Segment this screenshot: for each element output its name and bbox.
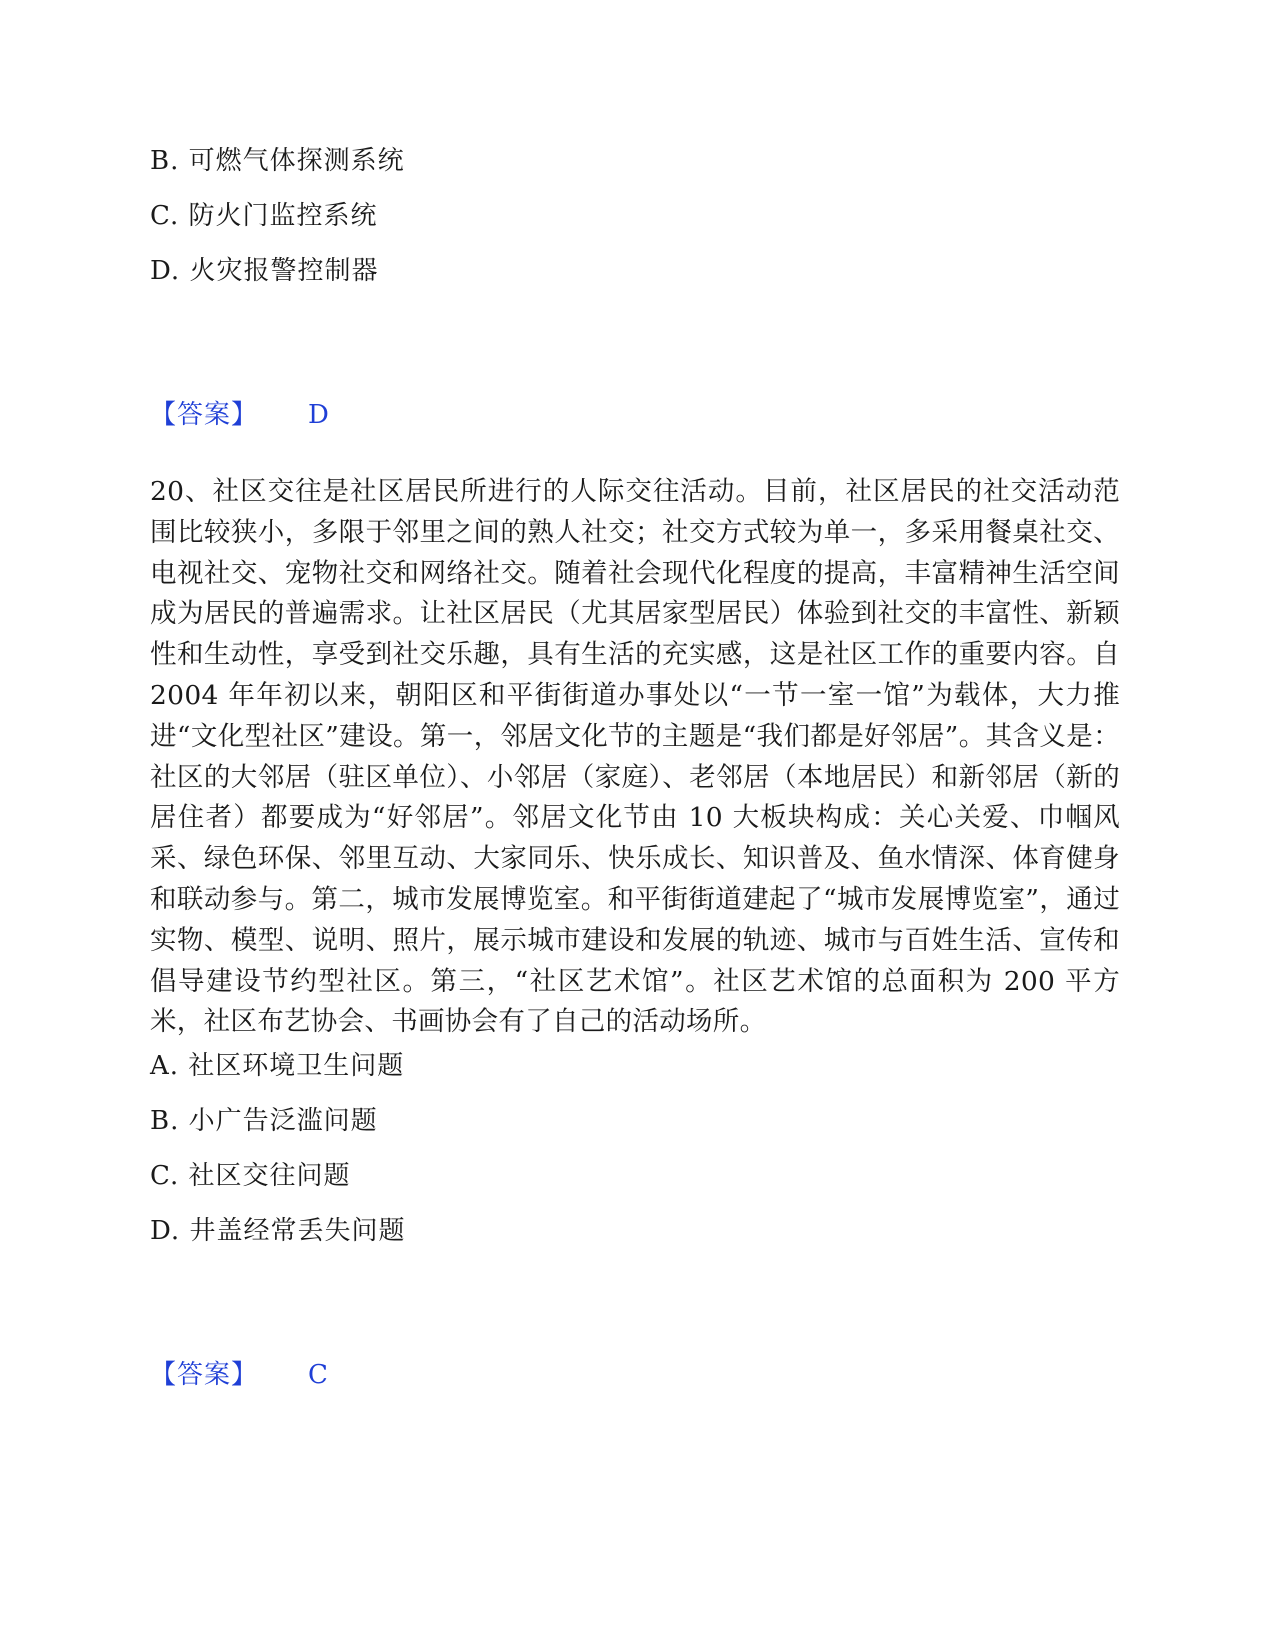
question-20-text: 20、社区交往是社区居民所进行的人际交往活动。目前，社区居民的社交活动范围比较狭小，多限于邻里之间的熟人社交；社交方式较为单一，多采用餐桌社交、电视社交、宠物社交和网络社交。随着社会现代化程度的提高，丰富精神生活空间成为居民的普遍需求。让社区居民（尤其居家型居民）体验到社交的丰富性、新颖性和生动性，享受到社交乐趣，具有生活的充实感，这是社区工作的重要内容。自 2004 年年初以来，朝阳区和平街街道办事处以“一节一室一馆”为载体，大力推进“文化型社区”建设。第一，邻居文化节的主题是“我们都是好邻居”。其含义是：社区的大邻居（驻区单位）、小邻居（家庭）、老邻居（本地居民）和新邻居（新的居住者）都要成为“好邻居”。邻居文化节由 10 大板块构成：关心关爱、巾帼风采、绿色环保、邻里互动、大家同乐、快乐成长、知识普及、鱼水情深、体育健身和联动参与。第二，城市发展博览室。和平街街道建起了“城市发展博览室”，通过实物、模型、说明、照片，展示城市建设和发展的轨迹、城市与百姓生活、宣传和倡导建设节约型社区。第三，“社区艺术馆”。社区艺术馆的总面积为 200 平方米，社区布艺协会、书画协会有了自己的活动场所。	[150, 476, 1120, 1038]
q20-answer	[150, 1358, 328, 1392]
prev-option-b: B. 可燃气体探测系统	[150, 146, 405, 176]
prev-option-c: C. 防火门监控系统	[150, 201, 378, 231]
q20-option-a: A. 社区环境卫生问题	[150, 1051, 405, 1081]
answer-label: 【答案】	[150, 1360, 259, 1390]
q20-option-b: B. 小广告泛滥问题	[150, 1106, 378, 1136]
prev-option-d: D. 火灾报警控制器	[150, 256, 379, 286]
q20-option-d: D. 井盖经常丢失问题	[150, 1216, 406, 1246]
prev-answer	[150, 398, 329, 432]
answer-value: D	[308, 400, 329, 430]
answer-label: 【答案】	[150, 400, 259, 430]
q20-option-c: C. 社区交往问题	[150, 1161, 351, 1191]
answer-value: C	[308, 1360, 328, 1390]
